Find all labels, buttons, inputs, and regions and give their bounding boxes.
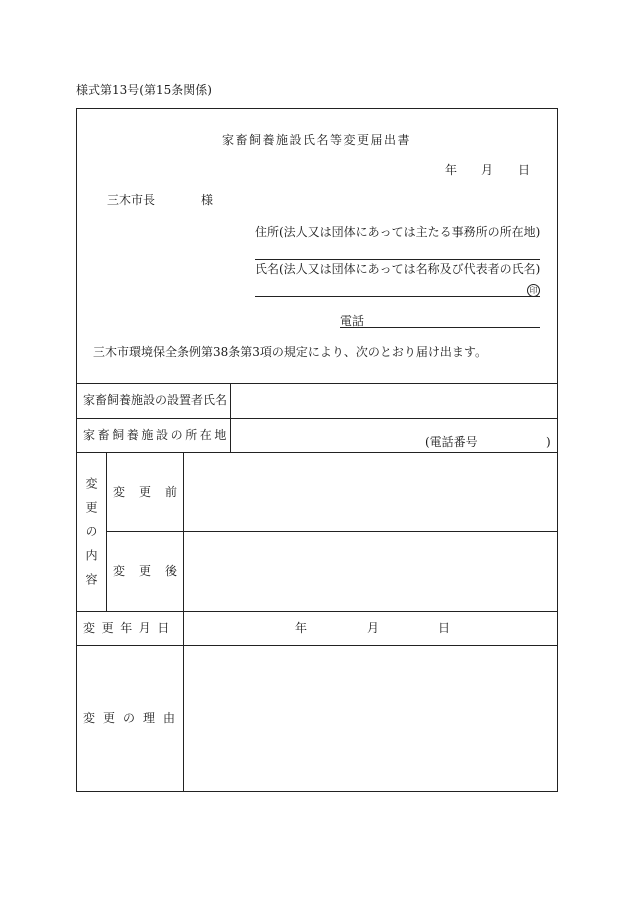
before-field (184, 453, 556, 530)
reason-field (184, 646, 556, 790)
applicant-name-label: 氏名(法人又は団体にあっては名称及び代表者の氏名) (255, 262, 541, 276)
applicant-address-line (255, 259, 540, 260)
applicant-address-label: 住所(法人又は団体にあっては主たる事務所の所在地) (255, 225, 541, 239)
applicant-name-line (255, 296, 540, 297)
location-label: 家畜飼養施設の所在地 (83, 428, 230, 442)
submission-date-day: 日 (518, 163, 531, 177)
location-phone-open: (電話番号 (425, 435, 478, 449)
change-date-year: 年 (295, 621, 308, 635)
change-date-month: 月 (367, 621, 380, 635)
installer-name-label: 家畜飼養施設の設置者氏名 (83, 393, 228, 407)
after-field (184, 532, 556, 610)
statement-text: 三木市環境保全条例第38条第3項の規定により、次のとおり届け出ます。 (93, 345, 487, 359)
change-date-day: 日 (438, 621, 451, 635)
seal-mark: 印 (527, 284, 540, 297)
addressee-name: 三木市長 (107, 193, 156, 207)
location-field (231, 419, 556, 451)
installer-name-field (231, 384, 556, 417)
column-divider (106, 452, 107, 611)
addressee-honorific: 様 (201, 193, 214, 207)
location-phone-close: ) (546, 435, 551, 449)
submission-date-year: 年 (445, 163, 458, 177)
row-divider (76, 611, 557, 612)
form-number: 様式第13号(第15条関係) (76, 83, 212, 97)
reason-label: 変更の理由 (83, 711, 184, 725)
before-label: 変更前 (113, 485, 192, 499)
applicant-phone-label: 電話 (340, 314, 365, 328)
submission-date-month: 月 (481, 163, 494, 177)
form-title: 家畜飼養施設氏名等変更届出書 (221, 133, 411, 147)
change-date-label: 変更年月日 (83, 621, 177, 635)
after-label: 変更後 (113, 564, 192, 578)
applicant-phone-line (340, 327, 540, 328)
change-content-label: 変更の内容 (84, 477, 98, 597)
